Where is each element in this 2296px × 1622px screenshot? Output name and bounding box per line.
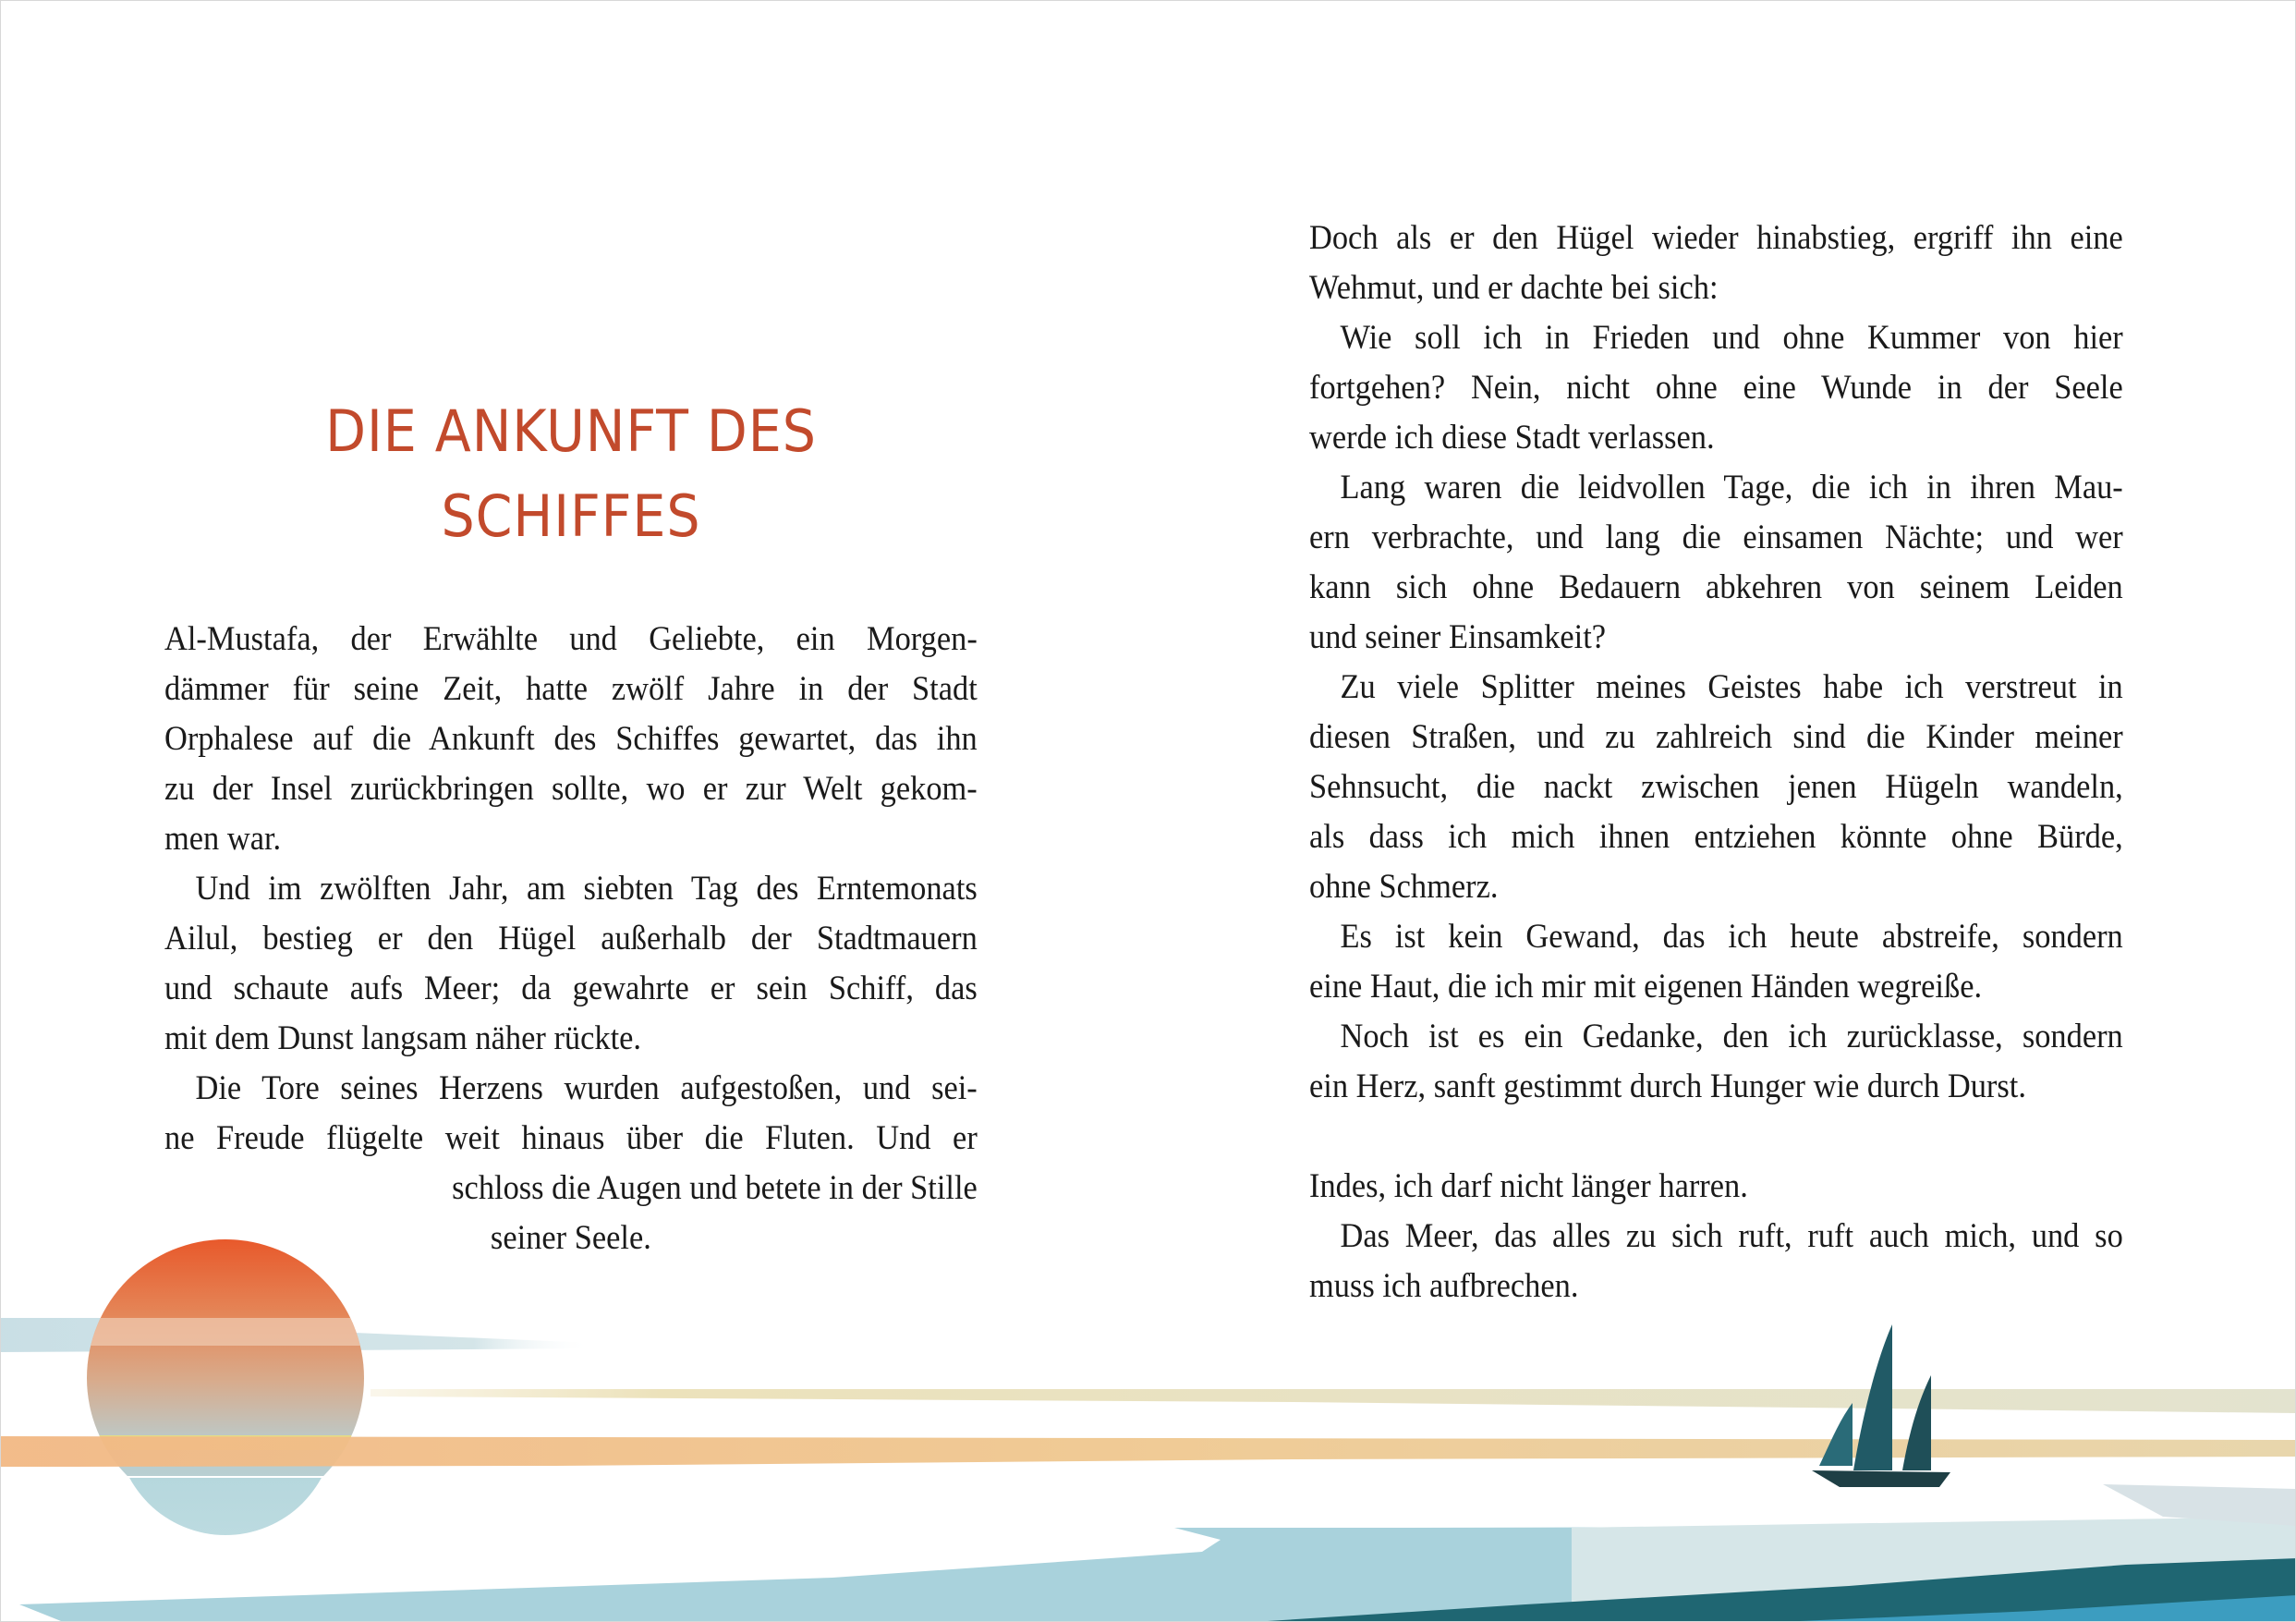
text-line: ne Freude flügelte weit hinaus über die Fluten. Und er: [164, 1119, 978, 1157]
left-page-text: [164, 615, 978, 1263]
text-line: zu der Insel zurückbringen sollte, wo er zur Welt gekom-: [164, 770, 978, 808]
text-line: werde ich diese Stadt verlassen.: [1309, 419, 1715, 457]
text-line: Wehmut, und er dachte bei sich:: [1309, 269, 1719, 307]
text-line: Sehnsucht, die nackt zwischen jenen Hügeln wandeln,: [1309, 768, 2123, 806]
text-line: dämmer für seine Zeit, hatte zwölf Jahre in der Stadt: [164, 670, 978, 708]
text-line: diesen Straßen, und zu zahlreich sind die Kinder meiner: [1309, 718, 2123, 756]
text-line: und schaute aufs Meer; da gewahrte er sein Schiff, das: [164, 970, 978, 1007]
text-line: kann sich ohne Bedauern abkehren von seinem Leiden: [1309, 568, 2123, 606]
text-line: men war.: [164, 820, 282, 858]
chapter-title-line-2: SCHIFFES: [441, 482, 701, 550]
text-line: Lang waren die leidvollen Tage, die ich in ihren Mau-: [1340, 469, 2123, 506]
text-line: fortgehen? Nein, nicht ohne eine Wunde in der Seele: [1309, 369, 2123, 407]
text-line: Das Meer, das alles zu sich ruft, ruft auch mich, und so: [1340, 1217, 2123, 1255]
text-line: ohne Schmerz.: [1309, 868, 1499, 906]
text-line: ern verbrachte, und lang die einsamen Nächte; und wer: [1309, 518, 2123, 556]
text-line: Al-Mustafa, der Erwählte und Geliebte, ein Morgen-: [164, 620, 978, 658]
right-page-text: [1309, 213, 2123, 1311]
text-line: Es ist kein Gewand, das ich heute abstreife, sondern: [1340, 918, 2123, 956]
text-line: Doch als er den Hügel wieder hinabstieg, ergriff ihn eine: [1309, 219, 2123, 257]
text-line: Ailul, bestieg er den Hügel außerhalb der Stadtmauern: [164, 920, 978, 957]
text-line: ein Herz, sanft gestimmt durch Hunger wie durch Durst.: [1309, 1067, 2026, 1105]
text-line: Indes, ich darf nicht länger harren.: [1309, 1167, 1748, 1205]
text-line: schloss die Augen und betete in der Stille: [452, 1169, 978, 1207]
text-line: Noch ist es ein Gedanke, den ich zurücklasse, sondern: [1340, 1018, 2123, 1055]
text-line: und seiner Einsamkeit?: [1309, 618, 1607, 656]
text-line: seiner Seele.: [490, 1219, 651, 1257]
text-line: muss ich aufbrechen.: [1309, 1267, 1579, 1305]
text-line: eine Haut, die ich mir mit eigenen Händen wegreiße.: [1309, 968, 1983, 1006]
chapter-title-line-1: DIE ANKUNFT DES: [325, 397, 817, 465]
text-line: Zu viele Splitter meines Geistes habe ich verstreut in: [1340, 668, 2123, 706]
text-line: Und im zwölften Jahr, am siebten Tag des Erntemonats: [195, 870, 978, 908]
text-line: Wie soll ich in Frieden und ohne Kummer von hier: [1340, 319, 2123, 357]
text-line: Orphalese auf die Ankunft des Schiffes gewartet, das ihn: [164, 720, 978, 758]
text-line: Die Tore seines Herzens wurden aufgestoßen, und sei-: [195, 1069, 978, 1107]
text-line: mit dem Dunst langsam näher rückte.: [164, 1019, 642, 1057]
paragraph-gap: [1309, 1112, 2123, 1162]
chapter-title: [197, 389, 945, 559]
text-line: als dass ich mich ihnen entziehen könnte ohne Bürde,: [1309, 818, 2123, 856]
